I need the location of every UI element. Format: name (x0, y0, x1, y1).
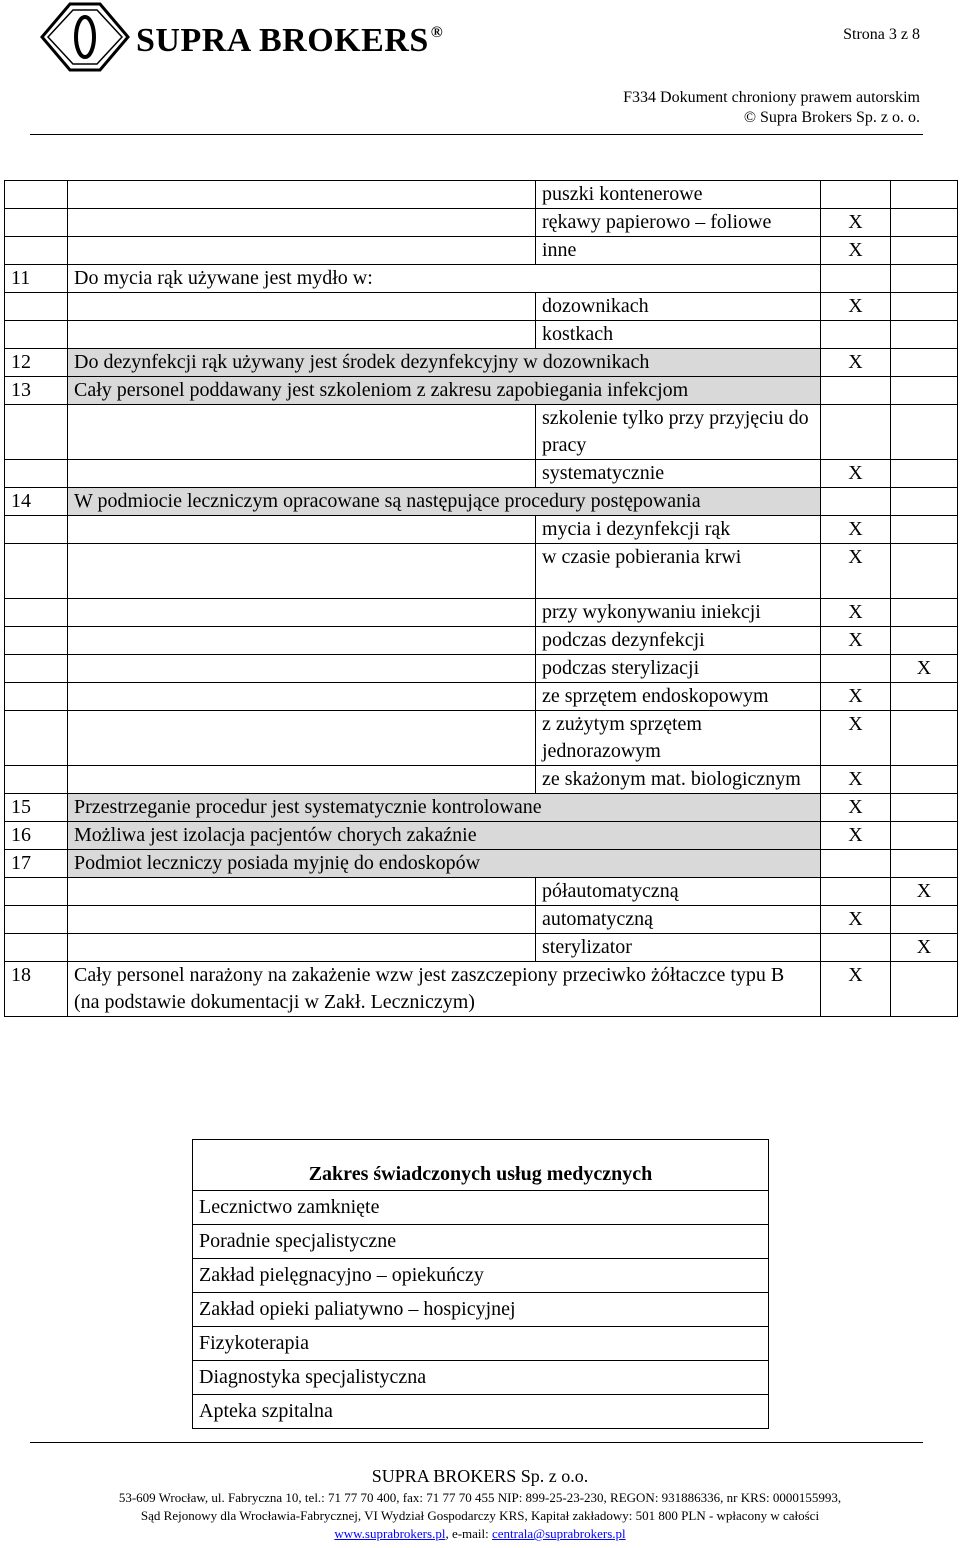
option-row (5, 516, 958, 544)
answer-mark-yes (821, 181, 891, 209)
answer-mark-yes (821, 850, 891, 878)
option-label: systematycznie (536, 460, 821, 488)
brand-name: SUPRA BROKERS ® (136, 22, 444, 59)
question-text: Do mycia rąk używane jest mydło w: (68, 265, 821, 293)
option-label: ze skażonym mat. biologicznym (536, 766, 821, 794)
empty-cell (5, 766, 68, 794)
answer-mark-no (891, 906, 958, 934)
answer-mark-no (891, 209, 958, 237)
service-row (193, 1395, 769, 1429)
answer-mark-no (891, 794, 958, 822)
answer-mark-no (891, 766, 958, 794)
option-row (5, 655, 958, 683)
empty-cell (68, 711, 536, 766)
question-text: Podmiot leczniczy posiada myjnię do endoskopów (68, 850, 821, 878)
option-label: automatyczną (536, 906, 821, 934)
empty-cell (5, 237, 68, 265)
answer-mark-yes: X (821, 544, 891, 599)
service-item: Apteka szpitalna (193, 1395, 769, 1429)
option-label: półautomatyczną (536, 878, 821, 906)
services-title: Zakres świadczonych usług medycznych (193, 1140, 769, 1191)
empty-cell (5, 655, 68, 683)
answer-mark-yes: X (821, 962, 891, 1017)
answer-mark-no (891, 181, 958, 209)
service-item: Lecznictwo zamknięte (193, 1191, 769, 1225)
answer-mark-yes (821, 377, 891, 405)
answer-mark-yes (821, 655, 891, 683)
empty-cell (5, 516, 68, 544)
option-row (5, 181, 958, 209)
option-label: puszki kontenerowe (536, 181, 821, 209)
option-row (5, 683, 958, 711)
empty-cell (68, 181, 536, 209)
empty-cell (68, 405, 536, 460)
option-label: podczas sterylizacji (536, 655, 821, 683)
option-row (5, 934, 958, 962)
option-label: ze sprzętem endoskopowym (536, 683, 821, 711)
question-number: 12 (5, 349, 68, 377)
answer-mark-yes: X (821, 627, 891, 655)
service-row (193, 1293, 769, 1327)
empty-cell (5, 711, 68, 766)
service-row (193, 1327, 769, 1361)
empty-cell (5, 683, 68, 711)
answer-mark-yes: X (821, 822, 891, 850)
question-row (5, 850, 958, 878)
supra-brokers-logo-icon (40, 2, 130, 72)
footer-rule (30, 1442, 923, 1443)
email-link[interactable]: centrala@suprabrokers.pl (492, 1526, 626, 1541)
option-row (5, 711, 958, 766)
question-number: 15 (5, 794, 68, 822)
registered-mark: ® (430, 24, 444, 41)
answer-mark-no: X (891, 934, 958, 962)
question-text: Możliwa jest izolacja pacjentów chorych zakaźnie (68, 822, 821, 850)
option-label: z zużytym sprzętem jednorazowym (536, 711, 821, 766)
answer-mark-yes: X (821, 794, 891, 822)
option-row (5, 544, 958, 599)
empty-cell (68, 460, 536, 488)
empty-cell (68, 934, 536, 962)
question-number: 13 (5, 377, 68, 405)
empty-cell (5, 181, 68, 209)
option-row (5, 209, 958, 237)
answer-mark-yes (821, 488, 891, 516)
empty-cell (5, 209, 68, 237)
option-row (5, 460, 958, 488)
question-number: 11 (5, 265, 68, 293)
service-row (193, 1259, 769, 1293)
email-label: , e-mail: (445, 1526, 493, 1541)
question-row (5, 822, 958, 850)
answer-mark-no (891, 962, 958, 1017)
option-label: kostkach (536, 321, 821, 349)
question-text: Cały personel poddawany jest szkoleniom z zakresu zapobiegania infekcjom (68, 377, 821, 405)
answer-mark-no (891, 711, 958, 766)
answer-mark-yes: X (821, 237, 891, 265)
question-row (5, 265, 958, 293)
answer-mark-no (891, 321, 958, 349)
website-link[interactable]: www.suprabrokers.pl (334, 1526, 446, 1541)
answer-mark-yes (821, 878, 891, 906)
footer-company: SUPRA BROKERS Sp. z o.o. (371, 1466, 589, 1486)
empty-cell (5, 878, 68, 906)
answer-mark-no (891, 293, 958, 321)
empty-cell (5, 599, 68, 627)
answer-mark-no: X (891, 655, 958, 683)
option-label: inne (536, 237, 821, 265)
answer-mark-no (891, 822, 958, 850)
empty-cell (68, 627, 536, 655)
empty-cell (5, 321, 68, 349)
service-item: Zakład opieki paliatywno – hospicyjnej (193, 1293, 769, 1327)
empty-cell (68, 209, 536, 237)
empty-cell (5, 293, 68, 321)
service-row (193, 1361, 769, 1395)
answer-mark-no (891, 265, 958, 293)
question-row (5, 377, 958, 405)
footer-contact (0, 1526, 960, 1542)
empty-cell (5, 906, 68, 934)
answer-mark-no (891, 377, 958, 405)
service-item: Poradnie specjalistyczne (193, 1225, 769, 1259)
questionnaire-table (4, 180, 958, 1017)
option-label: podczas dezynfekcji (536, 627, 821, 655)
empty-cell (68, 683, 536, 711)
header-note (623, 88, 920, 128)
question-row (5, 962, 958, 1017)
empty-cell (68, 293, 536, 321)
empty-cell (68, 655, 536, 683)
copyright-owner: © Supra Brokers Sp. z o. o. (743, 109, 920, 126)
option-row (5, 405, 958, 460)
empty-cell (68, 766, 536, 794)
answer-mark-no (891, 405, 958, 460)
option-label: szkolenie tylko przy przyjęciu do pracy (536, 405, 821, 460)
answer-mark-yes: X (821, 516, 891, 544)
answer-mark-yes: X (821, 349, 891, 377)
option-label: sterylizator (536, 934, 821, 962)
empty-cell (68, 599, 536, 627)
answer-mark-no (891, 460, 958, 488)
question-row (5, 488, 958, 516)
empty-cell (68, 516, 536, 544)
service-item: Zakład pielęgnacyjno – opiekuńczy (193, 1259, 769, 1293)
answer-mark-yes (821, 405, 891, 460)
question-text: Przestrzeganie procedur jest systematycznie kontrolowane (68, 794, 821, 822)
option-row (5, 237, 958, 265)
answer-mark-yes (821, 934, 891, 962)
empty-cell (5, 627, 68, 655)
empty-cell (68, 237, 536, 265)
option-row (5, 766, 958, 794)
empty-cell (5, 460, 68, 488)
question-row (5, 349, 958, 377)
answer-mark-no (891, 850, 958, 878)
header-rule (30, 134, 923, 135)
service-item: Diagnostyka specjalistyczna (193, 1361, 769, 1395)
page-number: Strona 3 z 8 (843, 26, 920, 43)
services-table (192, 1139, 769, 1429)
footer-address: 53-609 Wrocław, ul. Fabryczna 10, tel.: 71 77 70 400, fax: 71 77 70 455 NIP: 899-25-23-230, REGON: 931886336, nr KRS: 0000155993, (118, 1490, 842, 1505)
footer-registry: Sąd Rejonowy dla Wrocławia-Fabrycznej, VI Wydział Gospodarczy KRS, Kapitał zakładowy: 501 800 PLN - wpłacony w całości (140, 1508, 820, 1523)
question-number: 16 (5, 822, 68, 850)
answer-mark-no (891, 599, 958, 627)
copyright-notice: F334 Dokument chroniony prawem autorskim (623, 89, 920, 106)
answer-mark-no (891, 627, 958, 655)
question-number: 17 (5, 850, 68, 878)
empty-cell (5, 544, 68, 599)
answer-mark-yes: X (821, 683, 891, 711)
answer-mark-yes: X (821, 460, 891, 488)
answer-mark-yes: X (821, 293, 891, 321)
answer-mark-yes (821, 265, 891, 293)
answer-mark-no (891, 516, 958, 544)
answer-mark-no (891, 349, 958, 377)
empty-cell (5, 934, 68, 962)
option-row (5, 599, 958, 627)
answer-mark-yes: X (821, 711, 891, 766)
answer-mark-no (891, 237, 958, 265)
empty-cell (68, 878, 536, 906)
option-row (5, 321, 958, 349)
answer-mark-yes: X (821, 599, 891, 627)
option-label: w czasie pobierania krwi (536, 544, 821, 599)
question-text: Do dezynfekcji rąk używany jest środek dezynfekcyjny w dozownikach (68, 349, 821, 377)
option-row (5, 906, 958, 934)
empty-cell (5, 405, 68, 460)
answer-mark-no: X (891, 878, 958, 906)
empty-cell (68, 321, 536, 349)
question-number: 14 (5, 488, 68, 516)
option-row (5, 627, 958, 655)
answer-mark-no (891, 488, 958, 516)
question-row (5, 794, 958, 822)
option-row (5, 878, 958, 906)
option-label: przy wykonywaniu iniekcji (536, 599, 821, 627)
answer-mark-yes: X (821, 906, 891, 934)
service-row (193, 1191, 769, 1225)
option-label: rękawy papierowo – foliowe (536, 209, 821, 237)
service-row (193, 1225, 769, 1259)
option-label: dozownikach (536, 293, 821, 321)
answer-mark-yes: X (821, 766, 891, 794)
question-number: 18 (5, 962, 68, 1017)
answer-mark-no (891, 683, 958, 711)
empty-cell (68, 544, 536, 599)
question-text: Cały personel narażony na zakażenie wzw jest zaszczepiony przeciwko żółtaczce typu B (na podstawie dokumentacji w Zakł. Leczniczym) (68, 962, 821, 1017)
answer-mark-yes: X (821, 209, 891, 237)
option-row (5, 293, 958, 321)
answer-mark-no (891, 544, 958, 599)
empty-cell (68, 906, 536, 934)
service-item: Fizykoterapia (193, 1327, 769, 1361)
answer-mark-yes (821, 321, 891, 349)
question-text: W podmiocie leczniczym opracowane są następujące procedury postępowania (68, 488, 821, 516)
option-label: mycia i dezynfekcji rąk (536, 516, 821, 544)
